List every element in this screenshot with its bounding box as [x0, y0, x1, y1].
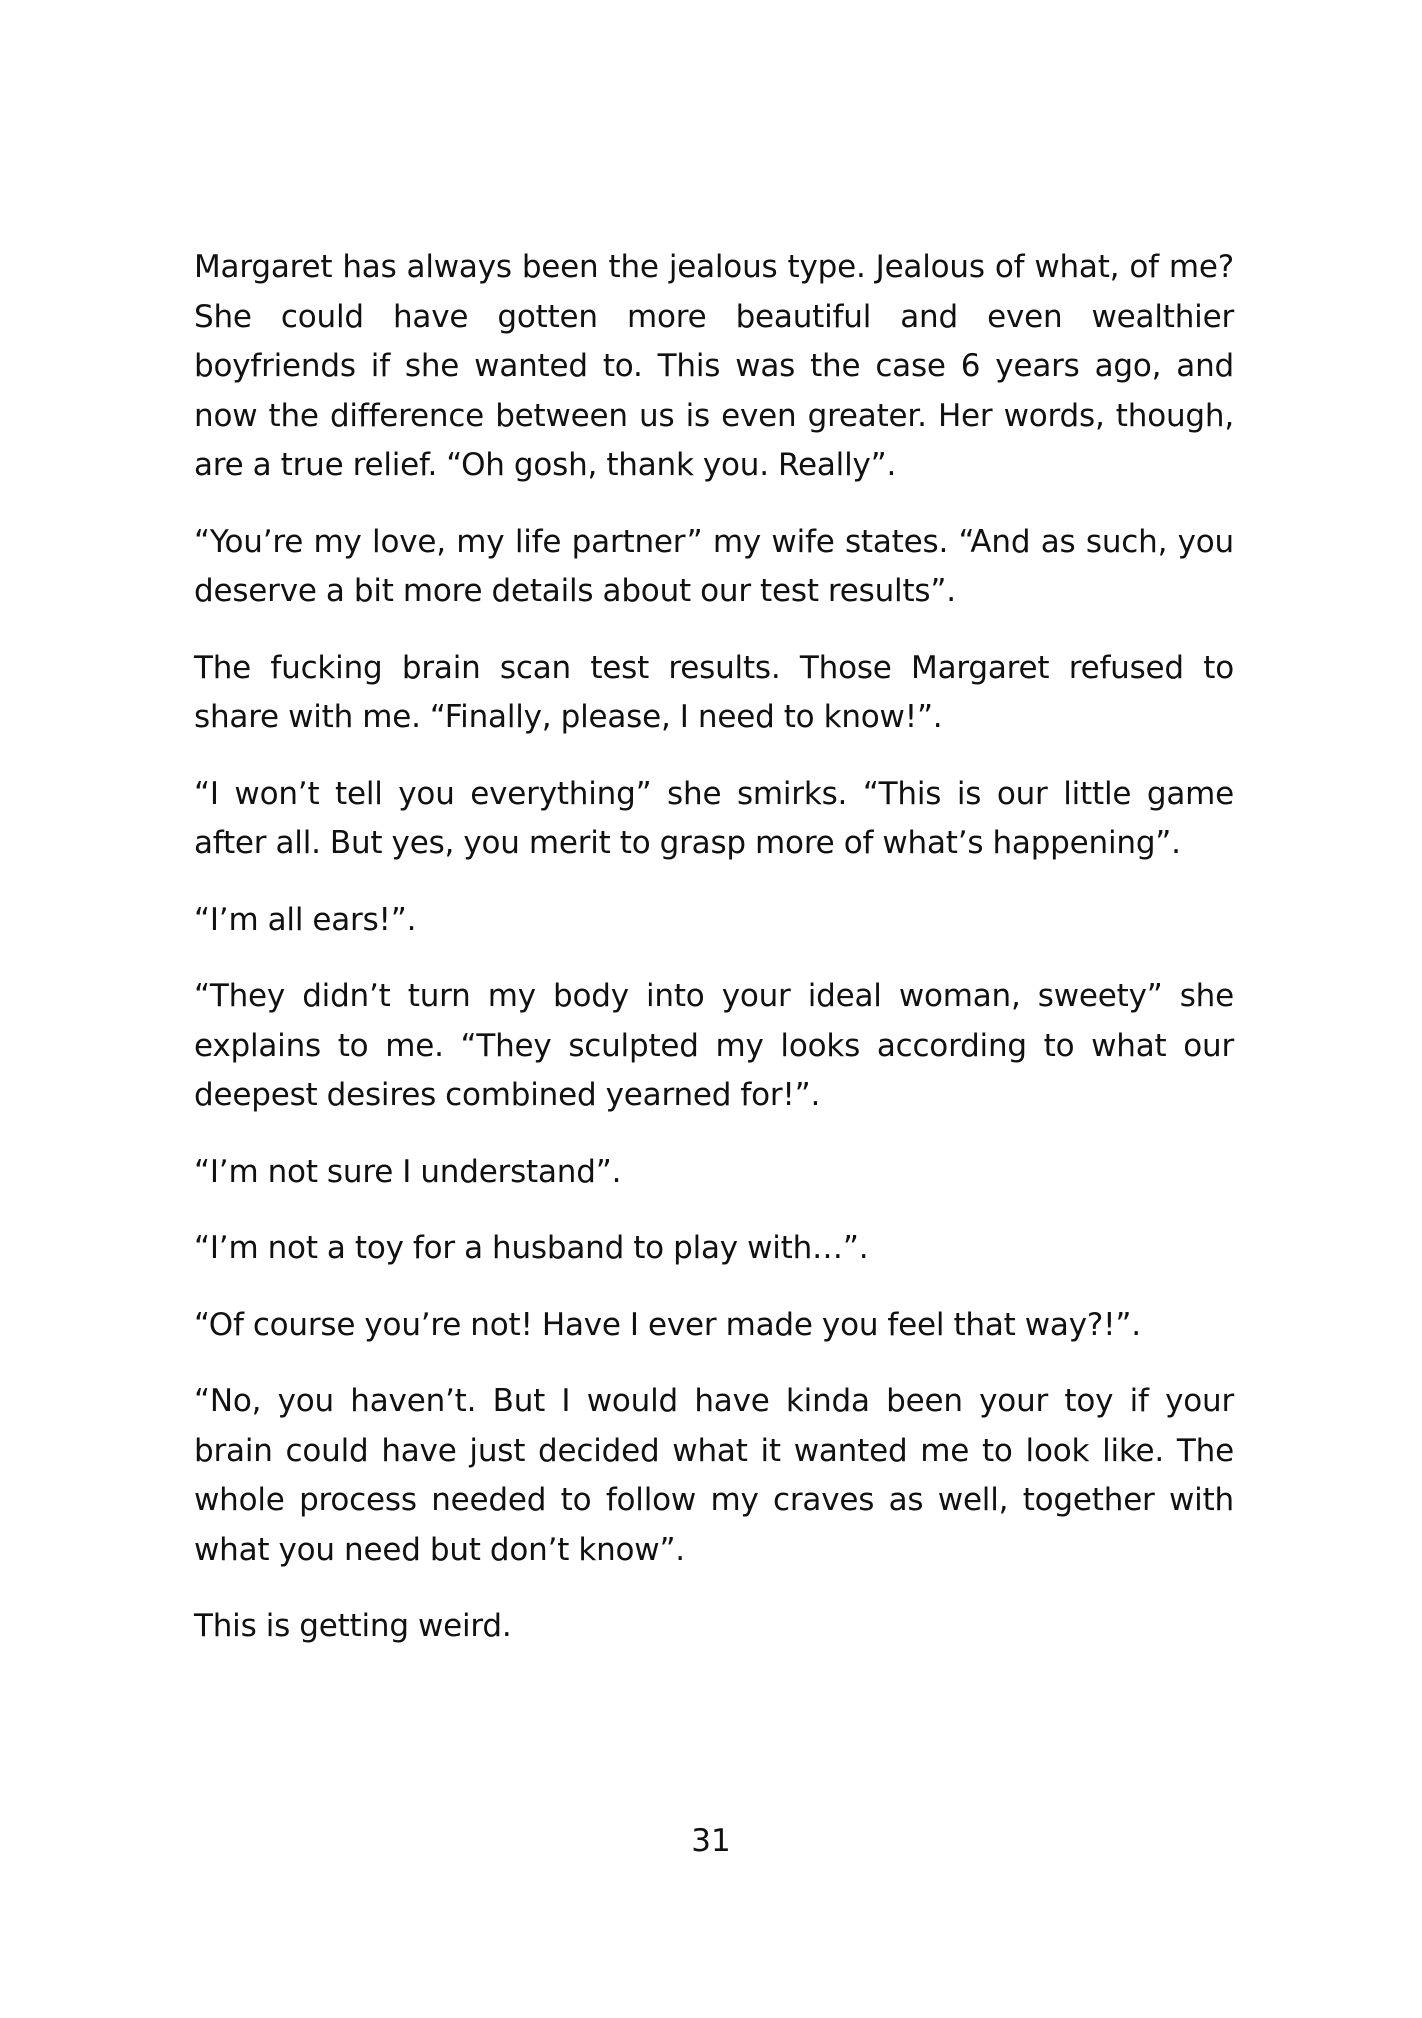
page-number: 31: [691, 1823, 731, 1859]
paragraph: “I’m not a toy for a husband to play with…”.: [194, 1230, 869, 1266]
paragraph: “I’m not sure I understand”.: [194, 1153, 622, 1190]
paragraph: The fucking brain scan test results. Those Margaret refused to share with me. “Finally, please, I need to know!”.: [194, 649, 1234, 735]
paragraph: “I’m all ears!”.: [194, 901, 417, 938]
paragraph: “Of course you’re not! Have I ever made you feel that way?!”.: [194, 1306, 1141, 1343]
body-text: [194, 243, 1234, 1652]
paragraph: “You’re my love, my life partner” my wife states. “And as such, you deserve a bit more details about our test results”.: [194, 523, 1234, 609]
paragraph: “I won’t tell you everything” she smirks. “This is our little game after all. But yes, you merit to grasp more of what’s happening”.: [194, 775, 1234, 861]
paragraph: “No, you haven’t. But I would have kinda been your toy if your brain could have just decided what it wanted me to look like. The whole process needed to follow my craves as well, together with what you need but don’t know”.: [194, 1383, 1234, 1568]
paragraph: This is getting weird.: [194, 1608, 512, 1644]
paragraph: “They didn’t turn my body into your ideal woman, sweety” she explains to me. “They sculpted my looks according to what our deepest desires combined yearned for!”.: [194, 978, 1234, 1113]
paragraph: Margaret has always been the jealous type. Jealous of what, of me? She could have gotten more beautiful and even wealthier boyfriends if she wanted to. This was the case 6 years ago, and now the difference between us is even greater. Her words, though, are a true relief. “Oh gosh, thank you. Really”.: [194, 249, 1234, 483]
